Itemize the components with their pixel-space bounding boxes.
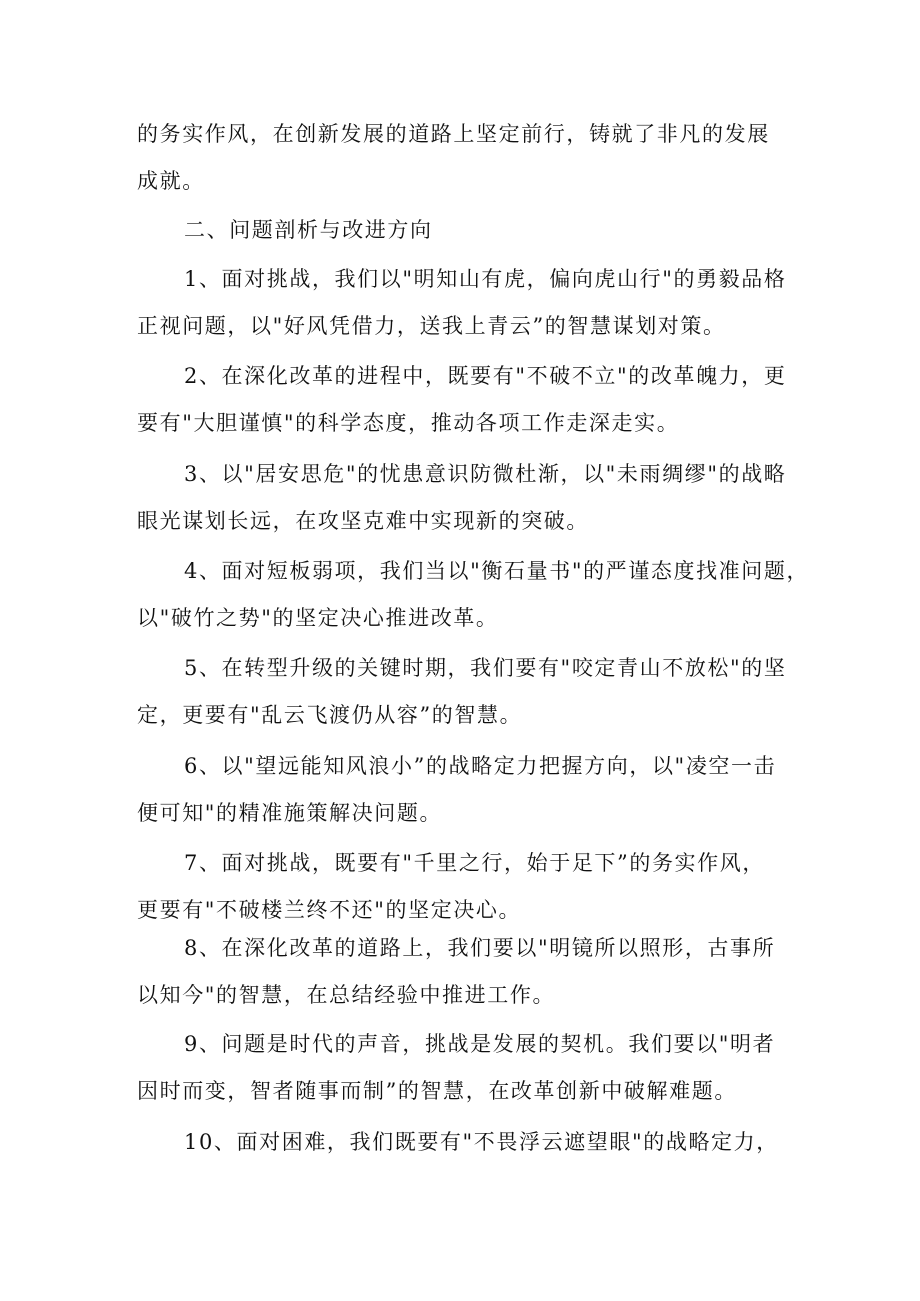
paragraph-2 (137, 353, 797, 447)
paragraph-1 (137, 256, 797, 350)
text-line: 的务实作风，在创新发展的道路上坚定前行，铸就了非凡的发展 (137, 122, 770, 146)
paragraph-9 (137, 1021, 797, 1115)
text-line: 便可知"的精准施策解决问题。 (137, 801, 443, 825)
paragraph-5 (137, 645, 797, 739)
text-line: 10、面对困难，我们既要有"不畏浮云遮望眼"的战略定力， (184, 1130, 779, 1154)
text-line: 7、面对挑战，既要有"千里之行，始于足下”的务实作风， (184, 851, 765, 875)
intro-paragraph (137, 111, 797, 205)
text-line: 以知今"的智慧，在总结经验中推进工作。 (137, 983, 556, 1007)
text-line: 更要有"不破楼兰终不还"的坚定决心。 (137, 898, 522, 922)
text-line: 成就。 (137, 169, 205, 193)
text-line: 1、面对挑战，我们以"明知山有虎，偏向虎山行"的勇毅品格 (184, 267, 787, 291)
text-line: 因时而变，智者随事而制”的智慧，在改革创新中破解难题。 (137, 1079, 737, 1103)
text-line: 9、问题是时代的声音，挑战是发展的契机。我们要以"明者 (184, 1032, 776, 1056)
text-line: 要有"大胆谨慎"的科学态度，推动各项工作走深走实。 (137, 411, 680, 435)
text-line: 6、以"望远能知风浪小”的战略定力把握方向，以"凌空一击 (184, 754, 777, 778)
text-line: 4、面对短板弱项，我们当以"衡石量书"的严谨态度找准问题， (184, 559, 810, 583)
text-line: 5、在转型升级的关键时期，我们要有"咬定青山不放松"的坚 (184, 656, 787, 680)
text-line: 8、在深化改革的道路上，我们要以"明镜所以照形，古事所 (184, 936, 776, 960)
text-line: 以"破竹之势"的坚定决心推进改革。 (137, 606, 499, 630)
paragraph-8 (137, 925, 797, 1019)
paragraph-3 (137, 451, 797, 545)
paragraph-4 (137, 548, 810, 642)
text-line: 2、在深化改革的进程中，既要有"不破不立"的改革魄力，更 (184, 364, 787, 388)
section-heading-block (137, 207, 797, 254)
section-heading: 二、问题剖析与改进方向 (184, 218, 433, 242)
text-line: 3、以"居安思危"的忧患意识防微杜渐，以"未雨绸缪"的战略 (184, 462, 787, 486)
paragraph-10 (137, 1119, 797, 1166)
text-line: 正视问题，以"好风凭借力，送我上青云”的智慧谋划对策。 (137, 314, 726, 338)
paragraph-7 (137, 840, 797, 934)
paragraph-6 (137, 743, 797, 837)
text-line: 定，更要有"乱云飞渡仍从容”的智慧。 (137, 703, 523, 727)
text-line: 眼光谋划长远，在攻坚克难中实现新的突破。 (137, 509, 589, 533)
